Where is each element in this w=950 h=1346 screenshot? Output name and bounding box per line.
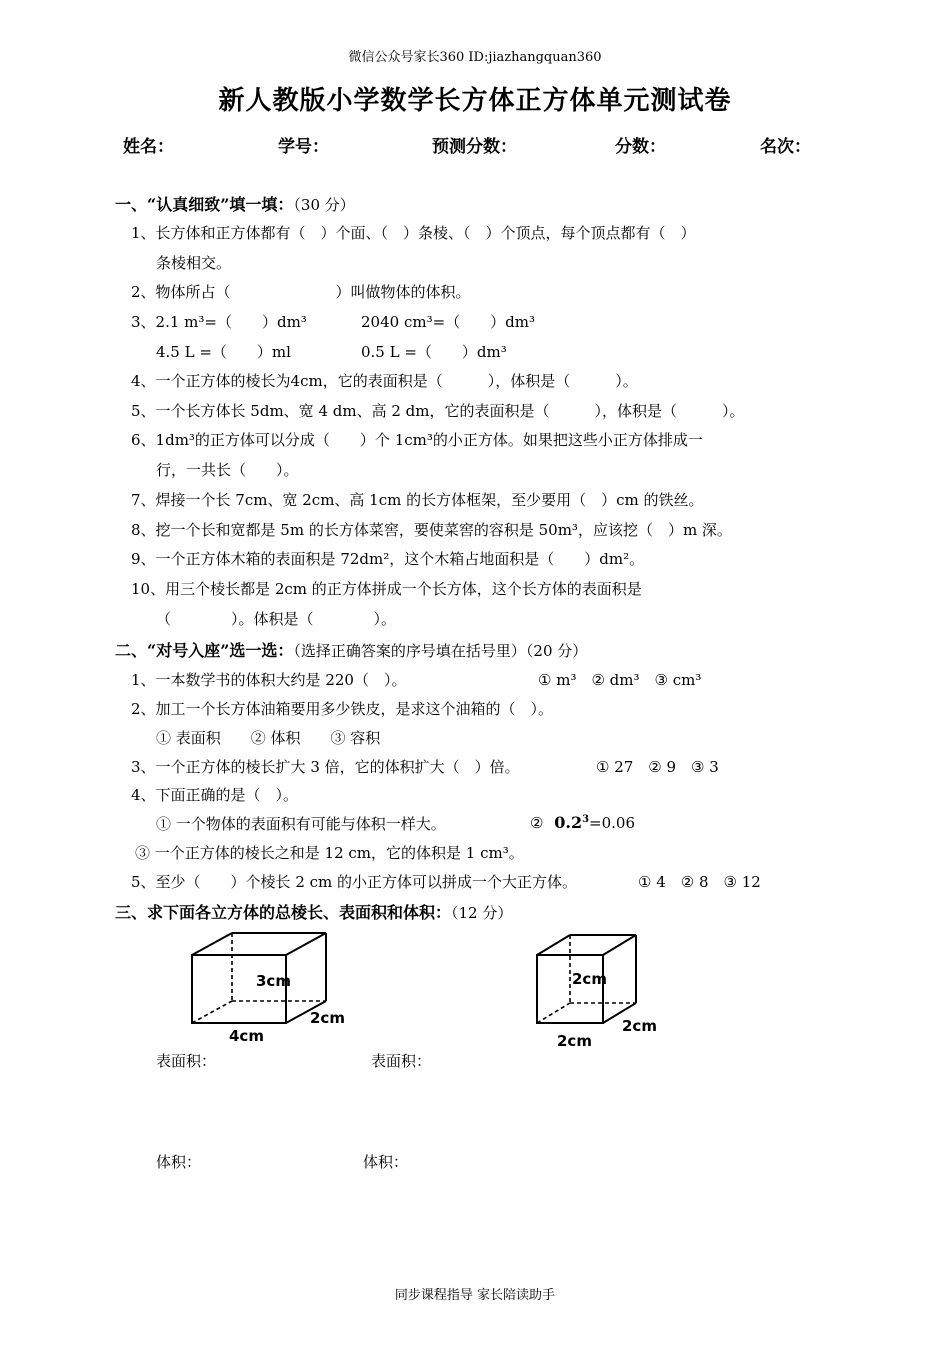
header-line: 微信公众号家长360 ID:jiazhangquan360 bbox=[348, 50, 602, 65]
cuboid-length-label: 4cm bbox=[229, 1027, 264, 1045]
footer: 同步课程指导 家长陪读助手 bbox=[394, 1288, 556, 1303]
cube-width-label: 2cm bbox=[622, 1017, 657, 1035]
s2-question-1-options: ① m³ ② dm³ ③ cm³ bbox=[538, 671, 702, 689]
option2-result: =0.06 bbox=[589, 814, 636, 832]
s1-question-1-cont: 条棱相交。 bbox=[156, 254, 232, 272]
s2-question-5-options: ① 4 ② 8 ③ 12 bbox=[638, 873, 761, 891]
s1-question-9: 9、一个正方体木箱的表面积是 72dm²，这个木箱占地面积是（ ）dm²。 bbox=[131, 550, 645, 568]
option2-exponent: 3 bbox=[582, 814, 590, 825]
s1-question-10: 10、用三个棱长都是 2cm 的正方体拼成一个长方体，这个长方体的表面积是 bbox=[131, 580, 642, 598]
cuboid-volume-label: 体积： bbox=[156, 1153, 202, 1171]
s1-question-4: 4、一个正方体的棱长为4cm，它的表面积是（ ），体积是（ ）。 bbox=[131, 372, 638, 390]
s2-question-5: 5、至少（ ）个棱长 2 cm 的小正方体可以拼成一个大正方体。 bbox=[131, 873, 578, 891]
s2-question-4-option3: ③ 一个正方体的棱长之和是 12 cm，它的体积是 1 cm³。 bbox=[135, 844, 524, 862]
section2-score-note: （选择正确答案的序号填在括号里）（20 分） bbox=[293, 642, 588, 660]
s1-question-8: 8、挖一个长和宽都是 5m 的长方体菜窖，要使菜窖的容积是 50m³，应该挖（ ）m 深。 bbox=[131, 521, 732, 539]
section3-heading-text: 三、求下面各立方体的总棱长、表面积和体积： bbox=[115, 903, 452, 922]
s1-question-7: 7、焊接一个长 7cm、宽 2cm、高 1cm 的长方体框架，至少要用（ ）cm 的铁丝。 bbox=[131, 491, 704, 509]
info-field-predicted-score: 预测分数： bbox=[432, 137, 517, 157]
s1-question-3a: 3、2.1 m³=（ ）dm³ bbox=[131, 313, 307, 331]
option2-marker: ② bbox=[530, 814, 544, 832]
option2-base: 0.2 bbox=[554, 813, 583, 832]
cube-area-label: 表面积： bbox=[371, 1052, 432, 1070]
s2-question-3-options: ① 27 ② 9 ③ 3 bbox=[596, 758, 719, 776]
s1-question-6: 6、1dm³的正方体可以分成（ ）个 1cm³的小正方体。如果把这些小正方体排成一 bbox=[131, 431, 703, 449]
s1-question-10-cont: （ ）。体积是（ ）。 bbox=[156, 610, 397, 628]
cube-length-label: 2cm bbox=[557, 1032, 592, 1050]
s2-question-4-option1: ① 一个物体的表面积有可能与体积一样大。 bbox=[156, 815, 446, 833]
s2-question-4: 4、下面正确的是（ ）。 bbox=[131, 786, 299, 804]
cube-volume-label: 体积： bbox=[363, 1153, 409, 1171]
s1-question-5: 5、一个长方体长 5dm、宽 4 dm、高 2 dm，它的表面积是（ ），体积是（ ）。 bbox=[131, 402, 745, 420]
s2-question-3: 3、一个正方体的棱长扩大 3 倍，它的体积扩大（ ）倍。 bbox=[131, 758, 520, 776]
s2-question-2-options: ① 表面积 ② 体积 ③ 容积 bbox=[156, 729, 381, 747]
section2-heading-text: 二、“对号入座”选一选： bbox=[115, 641, 294, 660]
info-field-score: 分数： bbox=[615, 137, 666, 157]
info-field-number: 学号： bbox=[278, 137, 329, 157]
cube-height-label: 2cm bbox=[572, 970, 607, 988]
s1-question-3c: 4.5 L =（ ）ml bbox=[156, 343, 291, 361]
section1-heading-text: 一、“认真细致”填一填： bbox=[115, 195, 294, 214]
cuboid-height-label: 3cm bbox=[256, 972, 291, 990]
s2-question-1: 1、一本数学书的体积大约是 220（ ）。 bbox=[131, 671, 407, 689]
s1-question-3b: 2040 cm³=（ ）dm³ bbox=[361, 313, 535, 331]
s1-question-1: 1、长方体和正方体都有（ ）个面、（ ）条棱、（ ）个顶点，每个顶点都有（ ） bbox=[131, 224, 696, 242]
info-field-name: 姓名： bbox=[123, 137, 174, 157]
cuboid-width-label: 2cm bbox=[310, 1009, 345, 1027]
page-title: 新人教版小学数学长方体正方体单元测试卷 bbox=[218, 86, 732, 116]
s1-question-6-cont: 行，一共长（ ）。 bbox=[156, 461, 299, 479]
info-field-rank: 名次： bbox=[760, 137, 811, 157]
cuboid-area-label: 表面积： bbox=[156, 1052, 217, 1070]
section3-score-note: （12 分） bbox=[451, 904, 513, 922]
s1-question-2: 2、物体所占（ ）叫做物体的体积。 bbox=[131, 283, 471, 301]
s1-question-3d: 0.5 L =（ ）dm³ bbox=[361, 343, 507, 361]
section1-score-note: （30 分） bbox=[293, 196, 355, 214]
s2-question-2: 2、加工一个长方体油箱要用多少铁皮，是求这个油箱的（ ）。 bbox=[131, 700, 554, 718]
